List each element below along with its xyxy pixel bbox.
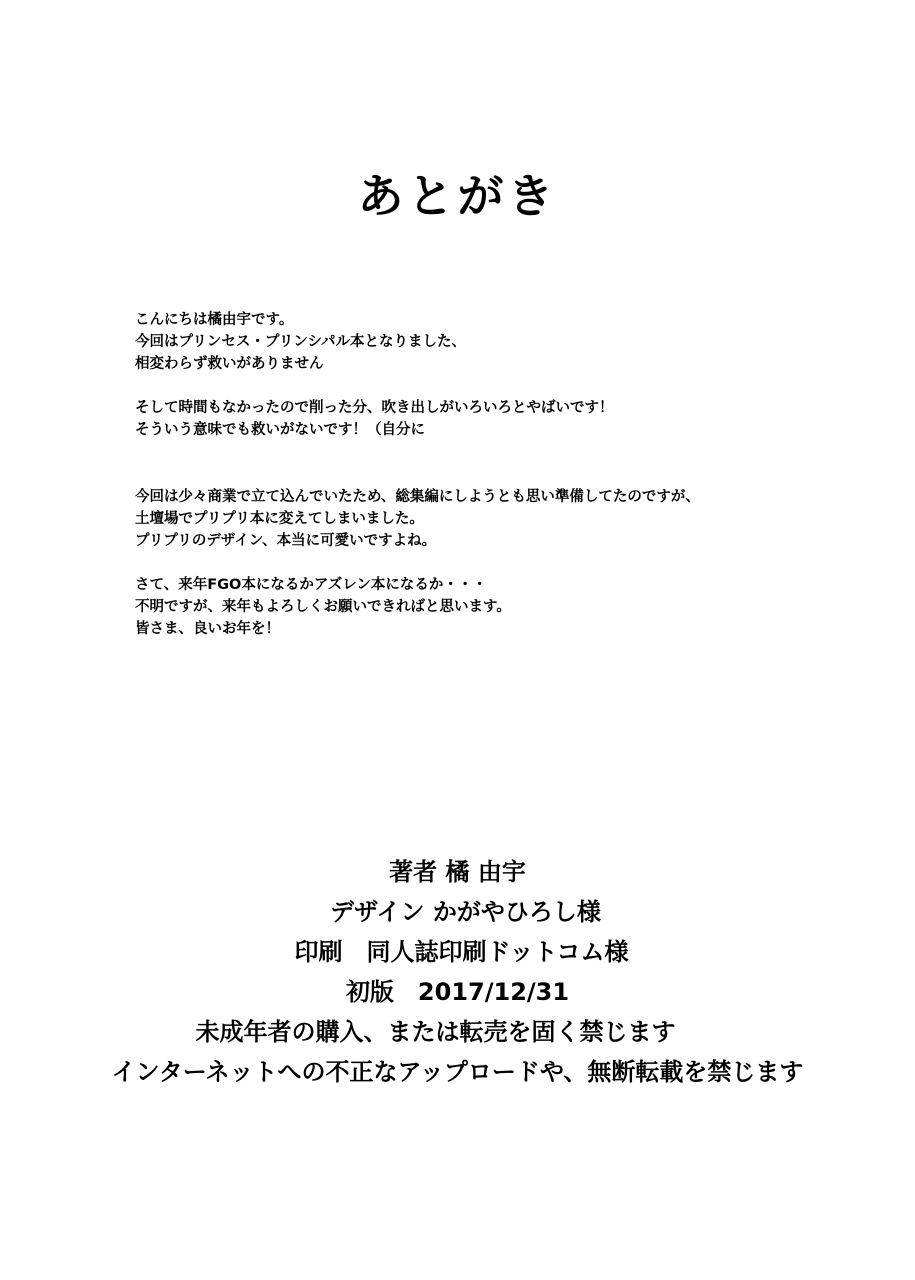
credit-edition: 初版 2017/12/31 <box>345 978 570 1006</box>
credit-print: 印刷 同人誌印刷ドットコム様 <box>294 938 629 966</box>
body-line: そういう意味でも救いがないです！（自分に <box>135 422 425 438</box>
credit-author: 著者 橘 由宇 <box>389 858 526 886</box>
body-line: 土壇場でプリプリ本に変えてしまいました。 <box>135 511 424 527</box>
body-line: さて、来年FGO本になるかアズレン本になるか・・・ <box>135 577 487 593</box>
credit-design: デザイン かがやひろし様 <box>330 898 601 926</box>
body-line: 皆さま、良いお年を！ <box>135 621 280 637</box>
body-line: 今回はプリンセス・プリンシパル本となりました、 <box>135 334 466 350</box>
body-line: プリプリのデザイン、本当に可愛いですよね。 <box>135 533 437 549</box>
colophon <box>0 852 915 1092</box>
body-line: 相変わらず救いがありません <box>135 356 324 372</box>
body-line: そして時間もなかったので削った分、吹き出しがいろいろとやばいです！ <box>135 400 614 416</box>
page-title: あとがき <box>357 169 558 223</box>
body-line: 今回は少々商業で立て込んでいたため、総集編にしようとも思い準備してたのですが、 <box>135 489 700 505</box>
body-line: 不明ですが、来年もよろしくお願いできればと思います。 <box>135 599 511 615</box>
afterword-body <box>135 309 875 640</box>
notice-upload: インターネットへの不正なアップロードや、無断転載を禁じます <box>111 1058 804 1086</box>
notice-minors: 未成年者の購入、または転売を固く禁じます <box>195 1018 676 1046</box>
body-line: こんにちは橘由宇です。 <box>135 312 294 328</box>
